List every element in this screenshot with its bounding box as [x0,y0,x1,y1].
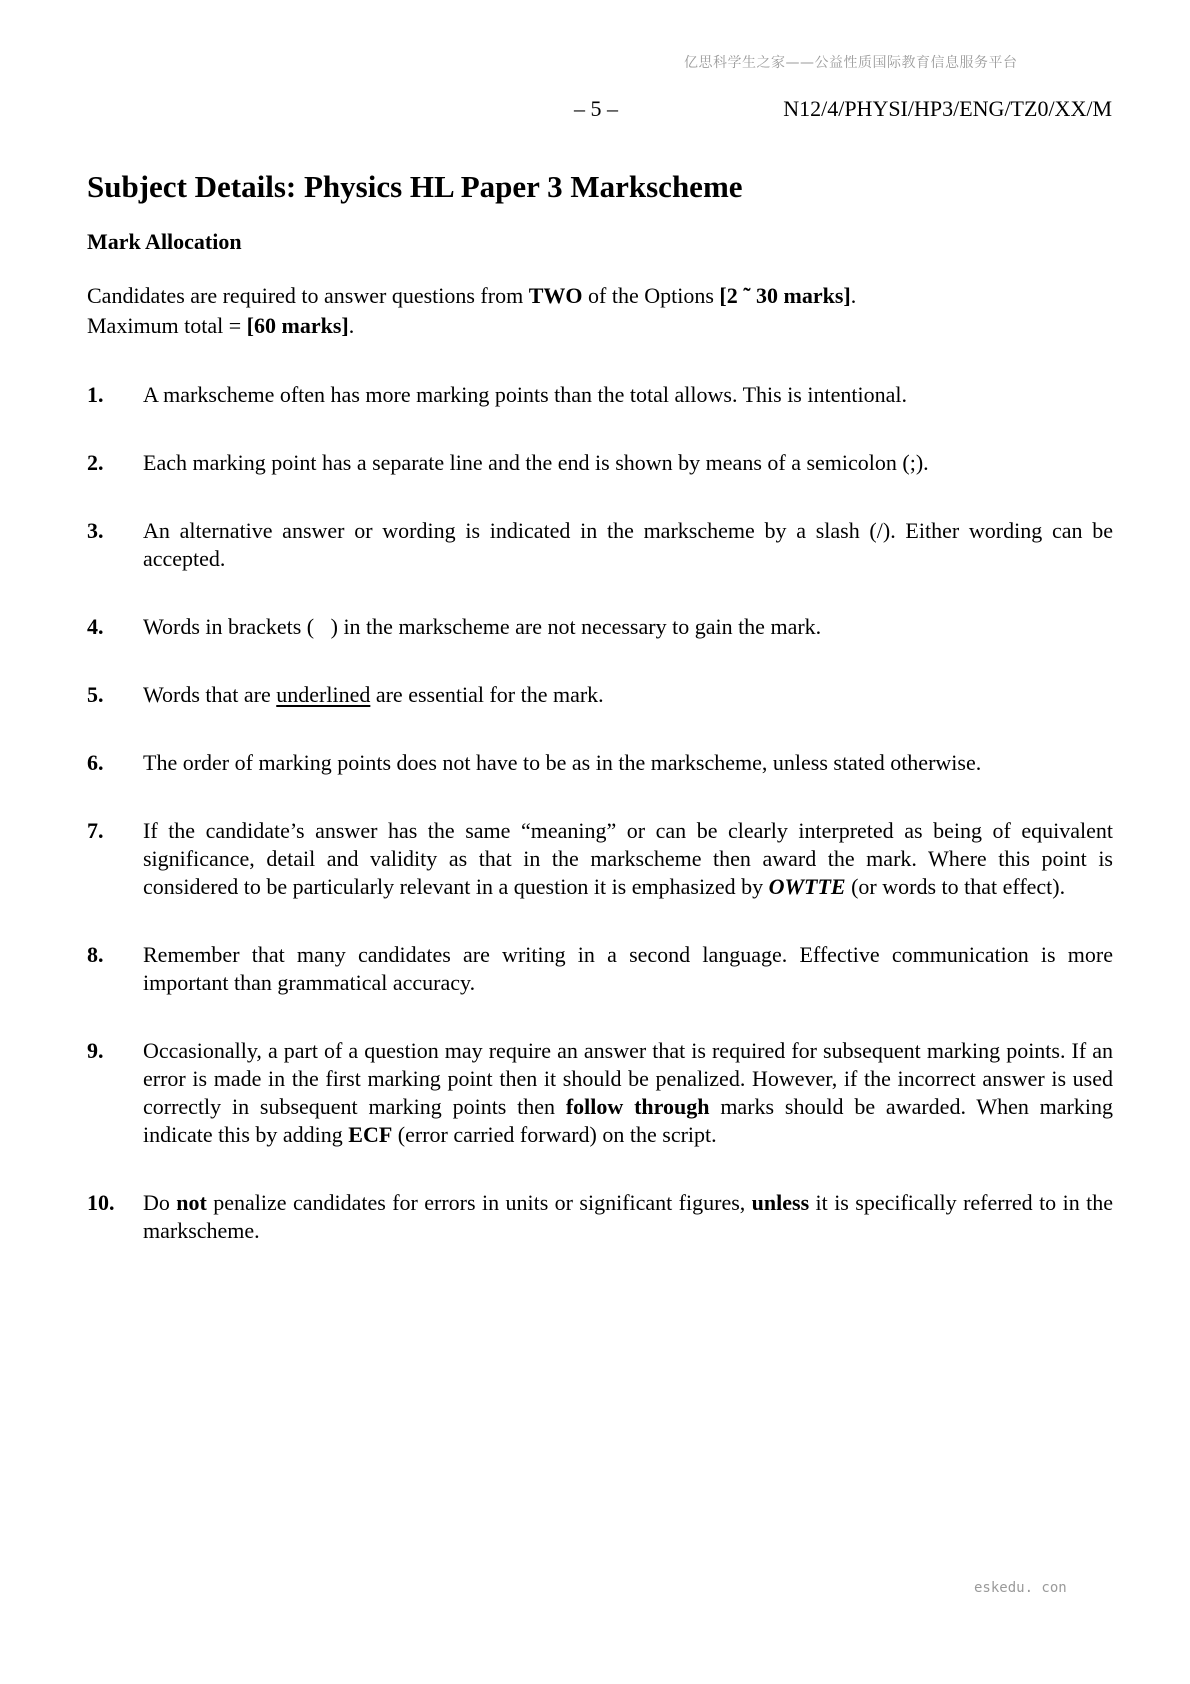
rule-item-7 [87,817,1113,901]
rule-text: Each marking point has a separate line and the end is shown by means of a semicolon (;). [143,450,929,476]
rule-text-part: If the candidate’s answer has the same “meaning” or can be clearly interpreted as being of equivalent significance, detail and validity as that in the markscheme then award the mark. Where this point is considered to be particularly relevant in a question it is emphasized by [143,818,1113,900]
rule-text-part: (error carried forward) on the script. [392,1122,717,1148]
intro-marks-per-option: [2 ˜ 30 marks] [719,283,851,309]
rule-text-part: Occasionally, a part of a question may require an answer that is required for subsequent marking points. If an error is made in the first marking point then it should be penalized. However, if the incorrect answer is used correctly in subsequent marking points then [143,1038,1113,1120]
rule-text-part: penalize candidates for errors in units or significant figures, [206,1190,752,1216]
unless-emphasis: unless [751,1190,810,1216]
rule-item-4 [87,613,1113,641]
page-number: – 5 – [574,96,618,121]
ecf-emphasis: ECF [348,1122,393,1148]
rule-number: 3. [87,518,104,544]
rule-number: 4. [87,614,104,640]
rule-number: 6. [87,750,104,776]
watermark-top: 亿思科学生之家——公益性质国际教育信息服务平台 [684,55,1018,71]
rule-number: 1. [87,382,104,408]
rule-text-part: are essential for the mark. [370,682,604,708]
rule-text [143,1037,1113,1149]
page-title: Subject Details: Physics HL Paper 3 Markscheme [87,169,743,204]
rule-number: 2. [87,450,104,476]
rule-text-part: it is specifically referred to in the markscheme. [143,1190,1113,1244]
rule-text-part: Words that are [143,682,277,708]
rule-text: A markscheme often has more marking points than the total allows. This is intentional. [143,382,907,408]
rule-text [143,681,1113,709]
intro-paragraph [87,281,1113,341]
rule-text: An alternative answer or wording is indicated in the markscheme by a slash (/). Either wording can be accepted. [143,518,1113,572]
document-body [87,168,1113,1285]
rule-number: 10. [87,1190,115,1216]
owtte-emphasis: OWTTE [768,874,846,900]
section-heading: Mark Allocation [87,229,242,255]
rule-text-part: (or words to that effect). [845,874,1066,900]
rule-text-part: marks should be awarded. When marking indicate this by adding [143,1094,1113,1148]
rule-item-6 [87,749,1113,777]
marking-rules-list [87,381,1113,1245]
rule-text: Words in brackets ( ) in the markscheme are not necessary to gain the mark. [143,614,822,640]
rule-number: 8. [87,942,104,968]
intro-emphasis-two: TWO [528,283,583,309]
rule-item-2 [87,449,1113,477]
intro-text: . [850,283,857,309]
not-emphasis: not [176,1190,207,1216]
rule-number: 9. [87,1038,104,1064]
intro-text: of the Options [582,283,720,309]
rule-item-1 [87,381,1113,409]
intro-text: Candidates are required to answer questions from [87,283,529,309]
watermark-bottom: eskedu. con [974,1580,1067,1596]
intro-text: . [348,313,355,339]
document-code: N12/4/PHYSI/HP3/ENG/TZ0/XX/M [783,96,1112,121]
underlined-word: underlined [276,682,371,708]
rule-item-10 [87,1189,1113,1245]
rule-item-8 [87,941,1113,997]
intro-text: Maximum total = [87,313,247,339]
rule-item-3 [87,517,1113,573]
follow-through-emphasis: follow through [565,1094,710,1120]
rule-text [143,817,1113,901]
rule-item-9 [87,1037,1113,1149]
rule-text: The order of marking points does not have to be as in the markscheme, unless stated otherwise. [143,750,982,776]
rule-number: 5. [87,682,104,708]
rule-text [143,1189,1113,1245]
rule-text: Remember that many candidates are writing in a second language. Effective communication is more important than grammatical accuracy. [143,942,1113,996]
rule-text-part: Do [143,1190,177,1216]
intro-maximum-total: [60 marks] [246,313,349,339]
rule-item-5 [87,681,1113,709]
rule-number: 7. [87,818,104,844]
